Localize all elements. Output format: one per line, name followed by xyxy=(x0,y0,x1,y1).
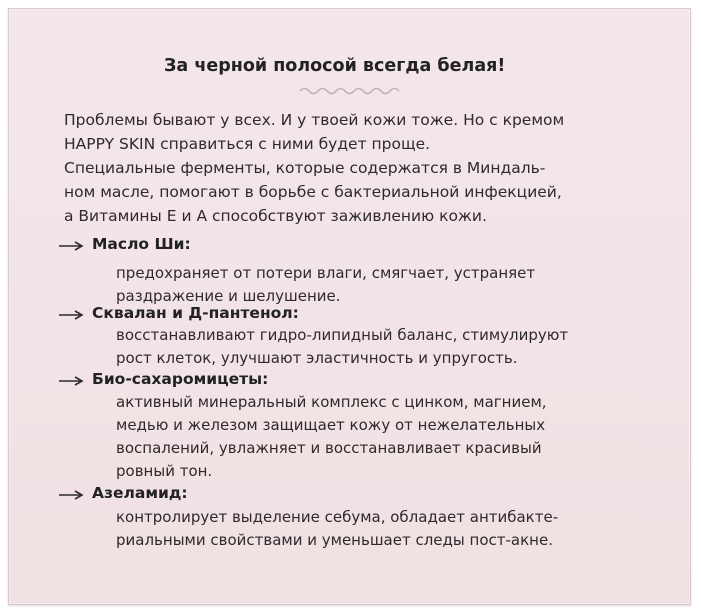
ingredient-description: рост клеток, улучшают эластичность и упругость. xyxy=(116,349,518,367)
arrow-right-icon xyxy=(58,240,84,252)
ingredient-name: Азеламид: xyxy=(92,484,188,502)
arrow-right-icon xyxy=(58,489,84,501)
intro-line: Проблемы бывают у всех. И у твоей кожи тоже. Но с кремом xyxy=(64,111,565,129)
ingredient-description: риальными свойствами и уменьшает следы пост-акне. xyxy=(116,531,553,549)
ingredient-description: медью и железом защищает кожу от нежелательных xyxy=(116,416,546,434)
intro-line: HAPPY SKIN справиться с ними будет проще. xyxy=(64,135,431,153)
wave-divider-icon xyxy=(298,86,402,96)
arrow-right-icon xyxy=(58,375,84,387)
ingredient-description: предохраняет от потери влаги, смягчает, устраняет xyxy=(116,264,536,282)
ingredient-name: Сквалан и Д-пантенол: xyxy=(92,304,299,322)
intro-line: а Витамины Е и А способствуют заживлению кожи. xyxy=(64,207,487,225)
ingredient-description: ровный тон. xyxy=(116,462,213,480)
ingredient-description: раздражение и шелушение. xyxy=(116,287,341,305)
arrow-right-icon xyxy=(58,309,84,321)
headline: За черной полосой всегда белая! xyxy=(164,56,506,76)
ingredient-description: контролирует выделение себума, обладает антибакте- xyxy=(116,508,559,526)
ingredient-description: активный минеральный комплекс с цинком, магнием, xyxy=(116,393,547,411)
ingredient-description: воспалений, увлажняет и восстанавливает красивый xyxy=(116,439,542,457)
intro-line: Специальные ферменты, которые содержатся в Миндаль- xyxy=(64,159,546,177)
ingredient-name: Масло Ши: xyxy=(92,235,191,253)
intro-line: ном масле, помогают в борьбе с бактериальной инфекцией, xyxy=(64,183,562,201)
ingredient-description: восстанавливают гидро-липидный баланс, стимулируют xyxy=(116,326,569,344)
ingredient-name: Био-сахаромицеты: xyxy=(92,370,269,388)
